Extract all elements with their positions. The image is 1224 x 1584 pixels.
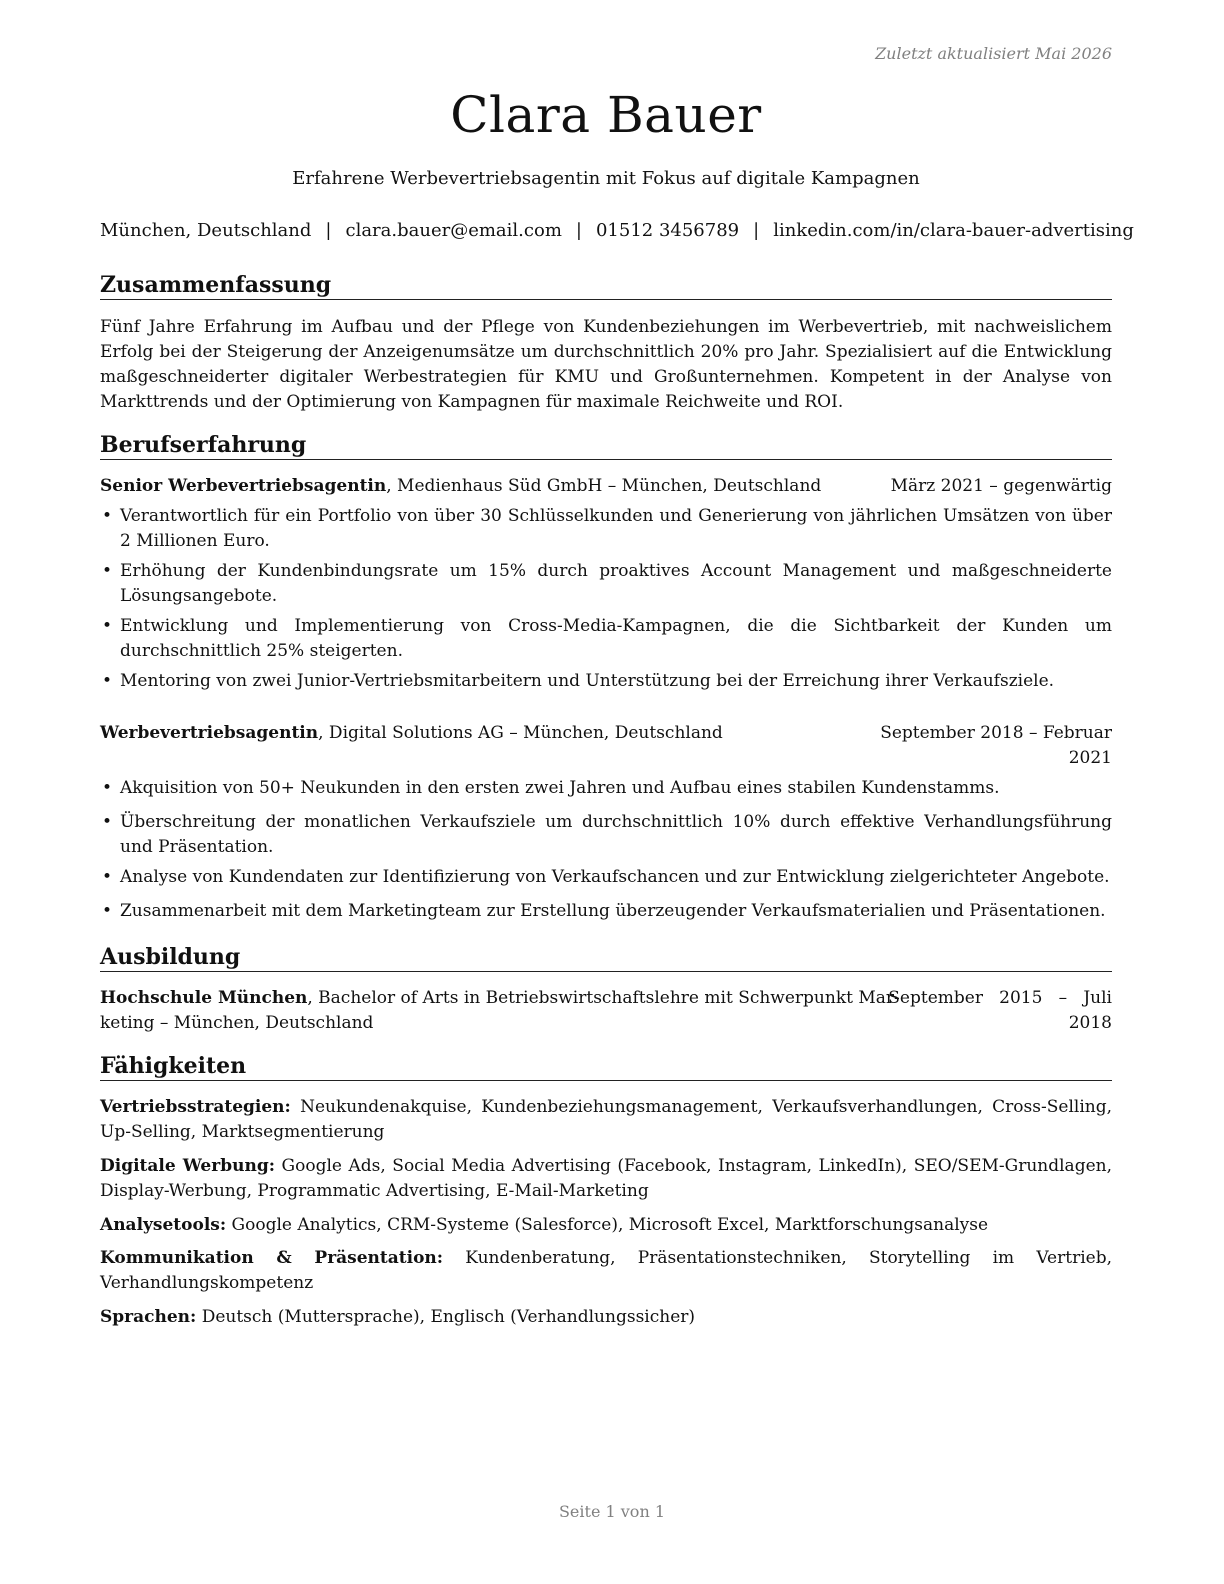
section-title-education: Ausbildung: [100, 943, 1112, 972]
education-degree: , Bachelor of Arts in Betriebswirtschaftslehre mit Schwerpunkt Mar-: [307, 988, 900, 1008]
skill-row: [100, 1305, 1112, 1330]
list-item: • Zusammenarbeit mit dem Marketingteam zur Erstellung überzeugender Verkaufsmaterialien und Präsentationen.: [100, 899, 1112, 924]
list-item: • Analyse von Kundendaten zur Identifizierung von Verkaufschancen und zur Entwicklung zielgerichteter Angebote.: [100, 865, 1112, 890]
education-date: September 2015 – Juli 2018: [888, 988, 1112, 1033]
skill-label: Analysetools:: [100, 1215, 227, 1235]
bullet-icon: •: [102, 778, 113, 798]
skill-row: [100, 1213, 1112, 1238]
bullet-icon: •: [102, 616, 113, 636]
bullet-icon: •: [102, 671, 113, 691]
skill-value: Deutsch (Muttersprache), Englisch (Verhandlungssicher): [196, 1307, 696, 1327]
list-item: • Verantwortlich für ein Portfolio von über 30 Schlüsselkunden und Generierung von jährlichen Umsätzen von über 2 Millionen Euro.: [102, 506, 1112, 551]
skill-label: Digitale Werbung:: [100, 1156, 275, 1176]
skill-row: [100, 1246, 1112, 1296]
person-name: Clara Bauer: [450, 86, 762, 144]
last-updated: Zuletzt aktualisiert Mai 2026: [875, 44, 1112, 63]
list-item: • Entwicklung und Implementierung von Cross-Media-Kampagnen, die die Sichtbarkeit der Kunden um durchschnittlich 25% steigerten.: [102, 616, 1112, 661]
job-bullets-2: [100, 776, 1112, 929]
job-header-1: [100, 474, 1112, 499]
summary-text: Fünf Jahre Erfahrung im Aufbau und der Pflege von Kundenbeziehungen im Werbevertrieb, mit nachweislichem Erfolg bei der Steigerung der Anzeigenumsätze um durchschnittlich 20% pro Jahr. Spezialisiert auf die Entwicklung maßgeschneiderter digitaler Werbestrategien für KMU und Großunternehmen. Kompetent in der Analyse von Markttrends und der Optimierung von Kampagnen für maximale Reichweite und ROI.: [100, 317, 1112, 412]
contact-line: [100, 220, 1134, 241]
section-title-experience: Berufserfahrung: [100, 431, 1112, 460]
section-title-summary: Zusammenfassung: [100, 271, 1112, 300]
job-date: September 2018 – Februar 2021: [880, 723, 1112, 768]
skill-value: Kundenberatung, Präsentationstechniken, Storytelling im Vertrieb, Verhandlungskompetenz: [100, 1248, 1112, 1293]
tagline: Erfahrene Werbevertriebsagentin mit Fokus auf digitale Kampagnen: [292, 168, 920, 189]
list-item: • Mentoring von zwei Junior-Vertriebsmitarbeitern und Unterstützung bei der Erreichung ihrer Verkaufsziele.: [100, 669, 1112, 694]
contact-separator: |: [753, 220, 760, 241]
job-header-2: [100, 721, 1112, 768]
bullet-icon: •: [102, 867, 113, 887]
job-role: Werbevertriebsagentin: [100, 723, 319, 743]
job-company: , Digital Solutions AG – München, Deutschland: [318, 723, 723, 743]
page-number: Seite 1 von 1: [558, 1502, 666, 1521]
contact-email[interactable]: clara.bauer@email.com: [345, 220, 562, 241]
skill-value: Google Ads, Social Media Advertising (Facebook, Instagram, LinkedIn), SEO/SEM-Grundlagen, Display-Werbung, Programmatic Advertising, E-Mail-Marketing: [100, 1156, 1112, 1201]
job-bullets-1: [100, 504, 1112, 699]
contact-linkedin[interactable]: linkedin.com/in/clara-bauer-advertising: [773, 220, 1134, 241]
contact-location: München, Deutschland: [100, 220, 312, 241]
skill-row: [100, 1154, 1112, 1204]
job-company: , Medienhaus Süd GmbH – München, Deutschland: [386, 476, 822, 496]
bullet-icon: •: [102, 506, 113, 526]
education-school: Hochschule München: [100, 988, 308, 1008]
contact-phone: 01512 3456789: [595, 220, 740, 241]
skill-value: Neukundenakquise, Kundenbeziehungsmanagement, Verkaufsverhandlungen, Cross-Selling, Up-Selling, Marktsegmentierung: [100, 1097, 1112, 1142]
job-date: März 2021 – gegenwärtig: [890, 476, 1112, 496]
contact-separator: |: [325, 220, 332, 241]
list-item: • Erhöhung der Kundenbindungsrate um 15% durch proaktives Account Management und maßgeschneiderte Lösungsangebote.: [102, 561, 1112, 606]
list-item: • Akquisition von 50+ Neukunden in den ersten zwei Jahren und Aufbau eines stabilen Kundenstamms.: [100, 776, 1112, 801]
skill-label: Vertriebsstrategien:: [100, 1097, 291, 1117]
education-degree-cont: keting – München, Deutschland: [100, 1013, 374, 1033]
bullet-icon: •: [102, 561, 113, 581]
skill-value: Google Analytics, CRM-Systeme (Salesforce), Microsoft Excel, Marktforschungsanalyse: [226, 1215, 989, 1235]
job-role: Senior Werbevertriebsagentin: [100, 476, 387, 496]
section-title-skills: Fähigkeiten: [100, 1052, 1112, 1081]
education-entry: [100, 986, 1112, 1036]
bullet-icon: •: [102, 901, 113, 921]
bullet-icon: •: [102, 812, 113, 832]
skill-label: Sprachen:: [100, 1307, 197, 1327]
list-item: • Überschreitung der monatlichen Verkaufsziele um durchschnittlich 10% durch effektive Verhandlungsführung und Präsentation.: [102, 812, 1112, 857]
contact-separator: |: [575, 220, 582, 241]
skill-row: [100, 1095, 1112, 1145]
skill-label: Kommunikation & Präsentation:: [100, 1248, 444, 1268]
